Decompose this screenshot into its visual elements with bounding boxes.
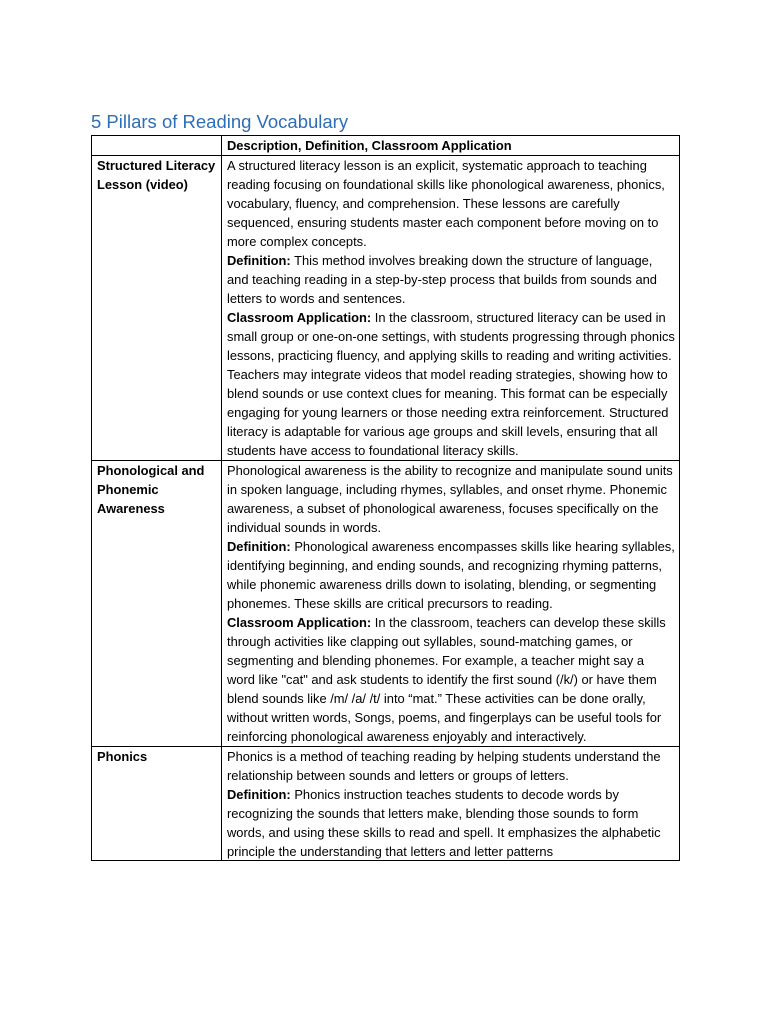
description-cell	[222, 461, 680, 747]
definition-label: Definition:	[227, 787, 291, 802]
table-row	[92, 747, 680, 861]
table-row	[92, 156, 680, 461]
table-header-row	[92, 136, 680, 156]
application-text: In the classroom, structured literacy can be used in small group or one-on-one settings, with students progressing through phonics lessons, practicing fluency, and applying skills to reading and writing activities. Teachers may integrate videos that model reading strategies, showing how to blend sounds or use context clues for meaning. This format can be especially engaging for young learners or those needing extra reinforcement. Structured literacy is adaptable for various age groups and skill levels, ensuring that all students have access to foundational literacy skills.	[227, 310, 675, 458]
definition-label: Definition:	[227, 253, 291, 268]
term-label: Structured Literacy Lesson (video)	[97, 158, 216, 192]
application-label: Classroom Application:	[227, 615, 372, 630]
application-paragraph	[227, 308, 675, 460]
vocabulary-table	[91, 135, 680, 861]
definition-paragraph	[227, 537, 675, 613]
application-paragraph	[227, 613, 675, 746]
document-title: 5 Pillars of Reading Vocabulary	[91, 111, 349, 132]
table-header-term	[92, 136, 222, 156]
definition-paragraph	[227, 251, 675, 308]
definition-label: Definition:	[227, 539, 291, 554]
application-label: Classroom Application:	[227, 310, 372, 325]
term-label: Phonics	[97, 749, 148, 764]
description-cell	[222, 747, 680, 861]
description-text: A structured literacy lesson is an explicit, systematic approach to teaching reading focusing on foundational skills like phonological awareness, phonics, vocabulary, fluency, and comprehension. These lessons are carefully sequenced, ensuring students master each component before moving on to more complex concepts.	[227, 158, 665, 249]
term-cell	[92, 747, 222, 861]
term-label: Phonological and Phonemic Awareness	[97, 463, 205, 516]
description-text: Phonological awareness is the ability to recognize and manipulate sound units in spoken language, including rhymes, syllables, and onset rhyme. Phonemic awareness, a subset of phonological awareness, focuses specifically on the individual sounds in words.	[227, 463, 673, 535]
definition-text: Phonological awareness encompasses skills like hearing syllables, identifying beginning, and ending sounds, and recognizing rhyming patterns, while phonemic awareness drills down to isolating, blending, or segmenting phonemes. These skills are critical precursors to reading.	[227, 539, 675, 611]
definition-text: This method involves breaking down the structure of language, and teaching reading in a step-by-step process that builds from sounds and letters to words and sentences.	[227, 253, 657, 306]
definition-paragraph	[227, 785, 675, 860]
application-text: In the classroom, teachers can develop these skills through activities like clapping out syllables, sound-matching games, or segmenting and blending phonemes. For example, a teacher might say a word like "cat" and ask students to identify the first sound (/k/) or have them blend sounds like /m/ /a/ /t/ into “mat.” These activities can be done orally, without written words, Songs, poems, and fingerplays can be useful tools for reinforcing phonological awareness enjoyably and interactively.	[227, 615, 666, 744]
description-cell	[222, 156, 680, 461]
table-row	[92, 461, 680, 747]
term-cell	[92, 461, 222, 747]
description-text: Phonics is a method of teaching reading by helping students understand the relationship between sounds and letters or groups of letters.	[227, 749, 661, 783]
definition-text: Phonics instruction teaches students to decode words by recognizing the sounds that letters make, blending those sounds to form words, and using these skills to read and spell. It emphasizes the alphabetic principle the understanding that letters and letter patterns	[227, 787, 661, 859]
term-cell	[92, 156, 222, 461]
table-header-description: Description, Definition, Classroom Application	[222, 136, 680, 156]
description-clip	[227, 747, 675, 860]
